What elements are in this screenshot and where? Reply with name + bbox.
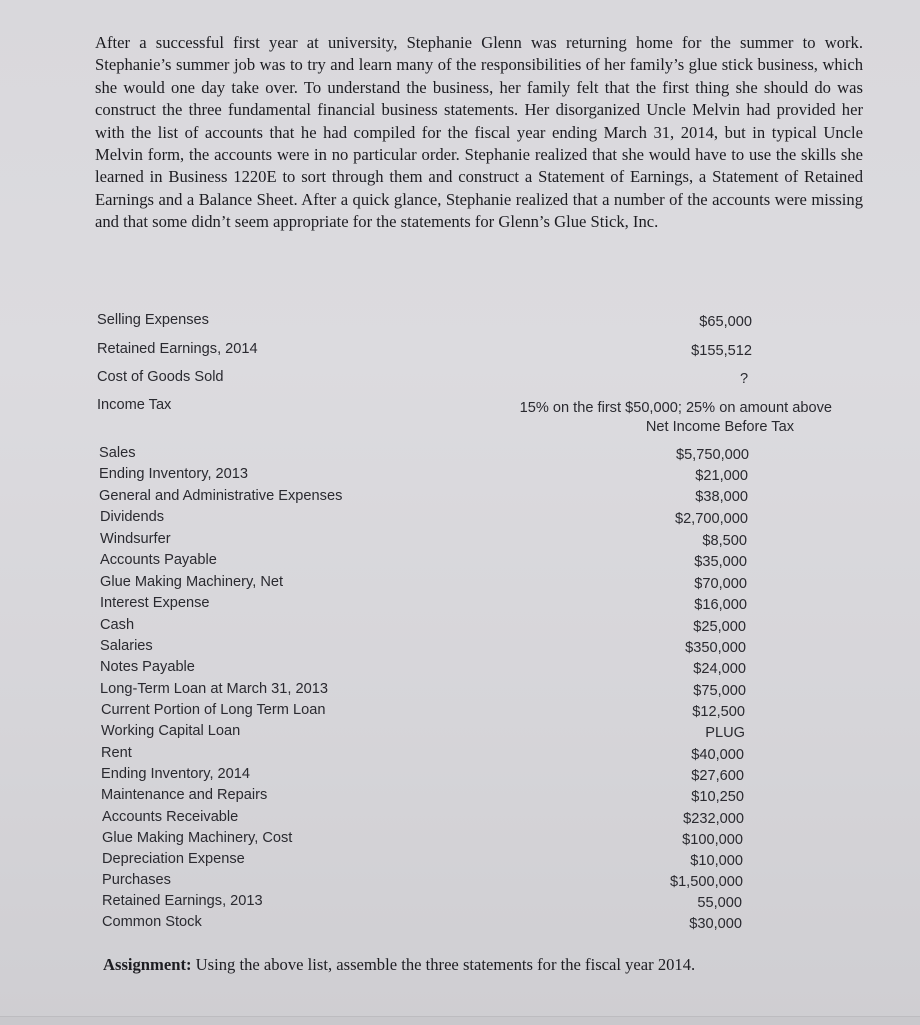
account-value: $350,000: [685, 640, 746, 656]
account-value: PLUG: [705, 725, 745, 741]
account-label: Maintenance and Repairs: [101, 787, 268, 803]
account-label: Windsurfer: [100, 531, 171, 547]
assignment-label: Assignment:: [103, 955, 192, 974]
account-value: $30,000: [689, 916, 742, 932]
account-value: ?: [739, 371, 749, 387]
account-label: Rent: [101, 745, 132, 761]
account-value: $5,750,000: [675, 447, 749, 463]
account-value: $10,250: [691, 789, 744, 805]
account-label: Long-Term Loan at March 31, 2013: [100, 681, 328, 697]
assignment-instruction: [103, 955, 695, 975]
account-value: $65,000: [699, 314, 752, 330]
account-value: $27,600: [691, 768, 744, 784]
account-value: $16,000: [694, 597, 747, 613]
account-value: $40,000: [691, 747, 744, 763]
account-label: Sales: [99, 445, 136, 461]
account-label: Ending Inventory, 2014: [101, 766, 251, 782]
account-label: Cost of Goods Sold: [97, 369, 224, 385]
account-value: $100,000: [682, 832, 743, 848]
account-value: $21,000: [695, 468, 748, 484]
income-tax-label: Income Tax: [97, 397, 172, 413]
account-label: Cash: [100, 617, 135, 633]
intro-paragraph: After a successful first year at university, Stephanie Glenn was returning home for the summer to work. Stephanie’s summer job was to try and learn many of the responsibilities of her family’s glue stick business, which she would one day take over. To understand the business, her family felt that the first thing she should do was construct the three fundamental financial business statements. Her disorganized Uncle Melvin had provided her with the list of accounts that he had compiled for the fiscal year ending March 31, 2014, but in typical Uncle Melvin form, the accounts were in no particular order. Stephanie realized that she would have to use the skills she learned in Business 1220E to sort through them and construct a Statement of Earnings, a Statement of Retained Earnings and a Balance Sheet. After a quick glance, Stephanie realized that a number of the accounts were missing and that some didn’t seem appropriate for the statements for Glenn’s Glue Stick, Inc.: [95, 33, 863, 232]
account-label: Purchases: [102, 872, 171, 888]
account-value: $70,000: [694, 576, 747, 592]
account-label: Ending Inventory, 2013: [99, 466, 249, 482]
account-value: $10,000: [690, 853, 743, 869]
account-value: $1,500,000: [669, 874, 743, 890]
account-label: Current Portion of Long Term Loan: [101, 702, 326, 718]
account-label: Selling Expenses: [97, 312, 209, 328]
account-label: Notes Payable: [100, 659, 195, 675]
account-value: $2,700,000: [674, 511, 748, 527]
account-value: $232,000: [683, 811, 744, 827]
account-value: $155,512: [691, 343, 752, 359]
account-value: $24,000: [693, 661, 746, 677]
account-value: $75,000: [693, 683, 746, 699]
account-label: Interest Expense: [100, 595, 210, 611]
account-label: Retained Earnings, 2014: [97, 341, 258, 357]
income-tax-rule-line2: Net Income Before Tax: [645, 419, 794, 435]
account-label: General and Administrative Expenses: [99, 488, 343, 504]
account-value: $8,500: [702, 533, 747, 549]
account-label: Common Stock: [102, 914, 202, 930]
account-value: $25,000: [693, 619, 746, 635]
account-label: Retained Earnings, 2013: [102, 893, 263, 909]
account-label: Accounts Receivable: [102, 809, 239, 825]
account-label: Glue Making Machinery, Net: [100, 574, 284, 590]
account-label: Working Capital Loan: [101, 723, 241, 739]
account-value: 55,000: [697, 895, 742, 911]
account-value: $35,000: [694, 554, 747, 570]
account-value: $12,500: [692, 704, 745, 720]
account-label: Dividends: [100, 509, 165, 525]
income-tax-rule-line1: 15% on the first $50,000; 25% on amount above: [519, 400, 832, 416]
account-label: Accounts Payable: [100, 552, 217, 568]
assignment-text: Using the above list, assemble the three statements for the fiscal year 2014.: [195, 955, 696, 974]
account-value: $38,000: [695, 489, 748, 505]
account-label: Depreciation Expense: [102, 851, 245, 867]
account-label: Salaries: [100, 638, 153, 654]
account-label: Glue Making Machinery, Cost: [102, 830, 293, 846]
